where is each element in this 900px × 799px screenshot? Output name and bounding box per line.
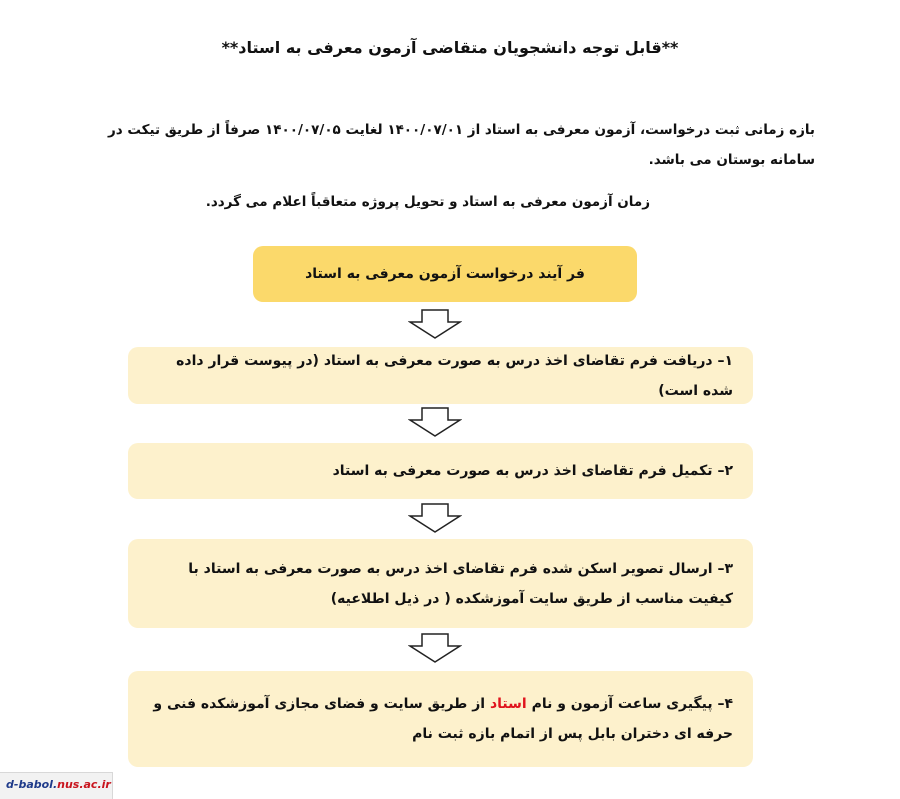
step-4-text-after: از طریق سایت و فضای مجازی آموزشکده فنی و حرفه ای دختران بابل پس از اتمام بازه ثبت نام (153, 696, 733, 742)
step-1-text: ۱– دریافت فرم تقاضای اخذ درس به صورت معرفی به استاد (در پیوست قرار داده شده است) (176, 352, 733, 399)
step-1-box (128, 347, 753, 404)
page-title: **قابل توجه دانشجویان متقاضی آزمون معرفی به استاد** (221, 38, 679, 57)
arrow-down-icon (408, 503, 462, 533)
step-3-text: ۳– ارسال تصویر اسکن شده فرم تقاضای اخذ درس به صورت معرفی به استاد با کیفیت مناسب از طریق سایت آموزشکده ( در ذیل اطلاعیه) (188, 560, 733, 607)
step-4-highlight: استاد (489, 696, 527, 712)
step-3-box (128, 539, 753, 628)
step-4-text-before: ۴– پیگیری ساعت آزمون و نام (526, 696, 733, 712)
step-2-box (128, 443, 753, 499)
site-url-part1: d-babol. (6, 778, 58, 791)
arrow-down-icon (408, 309, 462, 339)
step-2-text: ۲– تکمیل فرم تقاضای اخذ درس به صورت معرفی به استاد (332, 463, 733, 479)
exam-time-text: زمان آزمون معرفی به استاد و تحویل پروژه متعاقباً اعلام می گردد. (205, 194, 650, 210)
step-4-text (148, 689, 733, 749)
step-4-box (128, 671, 753, 767)
site-url-footer[interactable] (0, 772, 113, 799)
process-heading: فر آیند درخواست آزمون معرفی به استاد (305, 266, 585, 282)
arrow-down-icon (408, 407, 462, 437)
site-url-part2: nus.ac.ir (57, 778, 111, 791)
registration-period-text: بازه زمانی ثبت درخواست، آزمون معرفی به استاد از ۱۴۰۰/۰۷/۰۱ لغایت ۱۴۰۰/۰۷/۰۵ صرفاً از طریق تیکت در سامانه بوستان می باشد. (107, 122, 815, 168)
arrow-down-icon (408, 633, 462, 663)
process-heading-box (253, 246, 637, 302)
